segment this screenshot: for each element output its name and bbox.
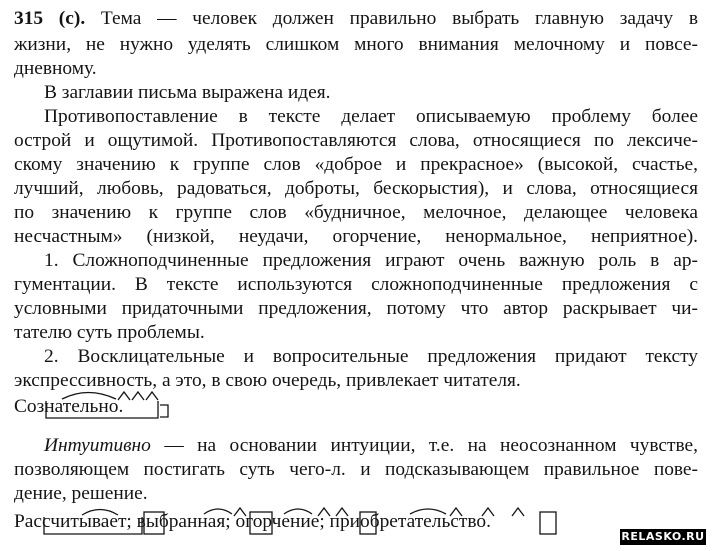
text-line-2: жизни, не нужно уделять слишком много внимания мелочному и повсе- <box>14 34 698 55</box>
suffix-caret-mark <box>132 392 144 400</box>
text-line-7: скому значению к группе слов «доброе и прекрасное» (высокой, счастье, <box>14 154 698 175</box>
ending-box-mark <box>160 405 168 417</box>
suffix-caret-mark <box>512 508 524 516</box>
text-line-1: 315 (с). Тема — человек должен правильно выбрать главную задачу в <box>14 8 698 29</box>
text-line-15: 2. Восклицательные и вопросительные предложения придают тексту <box>44 346 698 367</box>
text-line-16: экспрессивность, а это, в свою очередь, привлекает читателя. <box>14 370 521 391</box>
root-arc-mark <box>82 510 118 516</box>
definition-term: Интуитивно <box>44 435 151 456</box>
ending-box-mark <box>360 512 376 534</box>
stem-bracket-mark <box>44 517 142 534</box>
text-line-11: 1. Сложноподчиненные предложения играют очень важную роль в ар- <box>44 250 698 271</box>
suffix-caret-mark <box>146 392 158 400</box>
text-line-12: гументации. В тексте используются сложноподчиненные предложения с <box>14 274 698 295</box>
text-line-3: дневному. <box>14 58 97 79</box>
root-arc-mark <box>204 509 232 514</box>
root-arc-mark <box>410 509 446 514</box>
text-line-10: несчастным» (низкой, неудачи, огорчение, ненормальное, неприятное). <box>14 226 698 247</box>
watermark-logo: RELASKO.RU <box>621 530 705 543</box>
text-line-8: лучший, любовь, радоваться, доброты, бескорыстия), и слова, относящиеся <box>14 178 698 199</box>
text-line-14: тателю суть проблемы. <box>14 322 205 343</box>
suffix-caret-mark <box>482 508 494 516</box>
definition-line-1: Интуитивно — на основании интуиции, т.е. на неосознанном чувстве, <box>44 435 698 456</box>
ending-box-mark <box>144 512 164 534</box>
text-line-5: Противопоставление в тексте делает описываемую проблему более <box>44 106 698 127</box>
suffix-caret-mark <box>234 508 246 516</box>
words-morpheme-line: Рассчитывает; выбранная; огорчение; приобретательство. <box>14 511 491 532</box>
suffix-caret-mark <box>118 392 130 400</box>
definition-line-3: дение, решение. <box>14 483 148 504</box>
suffix-caret-mark <box>450 508 462 516</box>
ending-box-mark <box>250 512 272 534</box>
text-line-13: условными придаточными предложения, потому что автор раскрывает чи- <box>14 298 698 319</box>
root-arc-mark <box>62 393 116 400</box>
stem-bracket-mark <box>46 401 158 418</box>
text-line-6: острой и ощутимой. Противопоставляются слова, относящиеся по лексиче- <box>14 130 698 151</box>
text-line-9: по значению к группе слов «будничное, мелочное, делающее человека <box>14 202 698 223</box>
suffix-caret-mark <box>318 508 330 516</box>
ending-box-mark <box>540 512 556 534</box>
exercise-number: 315 (с). <box>14 8 86 29</box>
definition-line-2: позволяющем постигать суть чего-л. и подсказывающем правильное пове- <box>14 459 698 480</box>
root-arc-mark <box>284 509 312 514</box>
suffix-caret-mark <box>336 508 348 516</box>
morpheme-parsed-word: Сознательно. <box>14 396 124 417</box>
text-line-4: В заглавии письма выражена идея. <box>44 82 331 103</box>
